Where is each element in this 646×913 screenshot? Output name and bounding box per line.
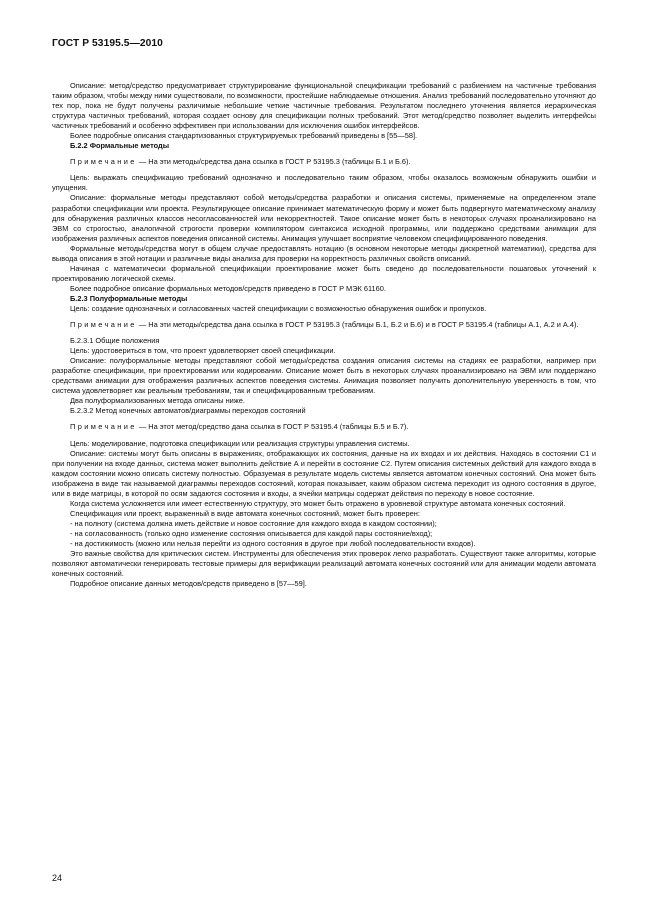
subsection-heading: Б.2.3.1 Общие положения xyxy=(70,336,160,346)
page-number: 24 xyxy=(52,873,63,883)
paragraph: Спецификация или проект, выраженный в виде автомата конечных состояний, может быть проверен: xyxy=(70,508,420,518)
section-heading-b22: Б.2.2 Формальные методы xyxy=(70,141,170,151)
document-body xyxy=(52,81,596,589)
note xyxy=(52,422,596,432)
paragraph: Описание: системы могут быть описаны в выражениях, отображающих их состояния, данные на их входах и их действия. Находясь в состоянии С1 и при получении на входе данных, система может выполнить действие А и перейти в состояние С2. Путем описания системных действий для каждого входа в каждом состоянии можно описать систему полностью. Образуемая в результате модель системы является автоматом конечных состояний. Она может быть изображена в виде так называемой диаграммы переходов состояний, которая показывает, каким образом система переходит из одного состояния в другое, или в виде матрицы, в которой по осям задаются состояния и входы, а ячейки матрицы содержат действия по переходу в новое состояние. xyxy=(52,448,596,498)
section-heading-b23: Б.2.3 Полуформальные методы xyxy=(70,293,188,303)
note-text: — На эти методы/средства дана ссылка в ГОСТ Р 53195.3 (таблицы Б.1, Б.2 и Б.6) и в ГОСТ Р 53195.4 (таблицы А.1, А.2 и А.4). xyxy=(138,320,579,330)
note-text: — На этот метод/средство дана ссылка в ГОСТ Р 53195.4 (таблицы Б.5 и Б.7). xyxy=(138,422,409,432)
paragraph: Цель: удостовериться в том, что проект удовлетворяет своей спецификации. xyxy=(70,346,336,356)
note xyxy=(52,320,596,330)
paragraph: Это важные свойства для критических систем. Инструменты для обеспечения этих проверок легко разработать. Существуют также алгоритмы, которые позволяют автоматически генерировать тестовые примеры для верификации реализаций автомата конечных состояний или для анимации модели автомата конечных состояний. xyxy=(52,549,596,579)
note-label: Примечание xyxy=(70,157,137,167)
note xyxy=(52,157,596,167)
paragraph: Описание: формальные методы представляют собой методы/средства разработки и описания системы, применяемые на определенном этапе разработки спецификации или проекта. Результирующее описание принимает математическую форму и может быть подвергнуто математическому анализу для обнаружения различных классов несогласованностей или некорректностей. Такое описание может быть в некоторых случаях проанализировано на ЭВМ со строгостью, аналогичной строгости проверки компилятором синтаксиса исходной программы, или поддержано средствами анимации для изображения различных аспектов поведения описанной системы. Анимация улучшает восприятие человеком специфицированного поведения. xyxy=(52,193,596,243)
note-text: — На эти методы/средства дана ссылка в ГОСТ Р 53195.3 (таблицы Б.1 и Б.6). xyxy=(138,157,411,167)
paragraph: Цель: моделирование, подготовка спецификации или реализация структуры управления системы. xyxy=(70,438,410,448)
paragraph: Когда система усложняется или имеет естественную структуру, это может быть отражено в уровневой структуре автомата конечных состояний. xyxy=(70,498,566,508)
paragraph: Начиная с математически формальной спецификации проектирование может быть сведено до последовательности пошаговых уточнений к проектированию логической схемы. xyxy=(52,263,596,283)
paragraph: Более подробное описание формальных методов/средств приведено в ГОСТ Р МЭК 61160. xyxy=(70,283,386,293)
document-header: ГОСТ Р 53195.5—2010 xyxy=(52,38,163,49)
paragraph: Более подробные описания стандартизованных структурируемых требований приведены в [55—58]. xyxy=(70,131,418,141)
paragraph: Два полуформализованных метода описаны ниже. xyxy=(70,396,245,406)
subsection-heading: Б.2.3.2 Метод конечных автоматов/диаграммы переходов состояний xyxy=(70,406,306,416)
paragraph: Формальные методы/средства могут в общем случае предоставлять нотацию (в основном некоторые методы дискретной математики), средства для вывода описания в этой нотации и различные виды анализа для проверки на корректность различных свойств описаний. xyxy=(52,243,596,263)
list-item: - на согласованность (только одно изменение состояния описывается для каждой пары состояние/вход); xyxy=(70,528,433,538)
note-label: Примечание xyxy=(70,422,137,432)
note-label: Примечание xyxy=(70,320,137,330)
paragraph: Цель: выражать спецификацию требований однозначно и последовательно таким образом, чтобы оказалось возможным обнаружить ошибки и упущения. xyxy=(52,173,596,193)
paragraph: Цель: создание однозначных и согласованных частей спецификации с возможностью обнаружения ошибок и пропусков. xyxy=(70,303,487,313)
paragraph: Описание: метод/средство предусматривает структурирование функциональной спецификации требований с разбиением на частичные требования таким образом, чтобы между ними существовали, по возможности, простейшие наблюдаемые отношения. Анализ требований последовательно уточняют до тех пор, пока не будут получены различимые небольшие четкие частичные требования. Результатом последнего уточнения является иерархическая структура частичных требований, которая создает основу для спецификации полных требований. Этот метод/средство позволяет выделить интерфейсы частичных требований и особенно эффективен при использовании для исключения ошибок интерфейсов. xyxy=(52,81,596,131)
list-item: - на полноту (система должна иметь действие и новое состояние для каждого входа в каждом состоянии); xyxy=(70,518,437,528)
list-item: - на достижимость (можно или нельзя перейти из одного состояния в другое при любой последовательности входов). xyxy=(70,538,476,548)
paragraph: Подробное описание данных методов/средств приведено в [57—59]. xyxy=(70,579,307,589)
paragraph: Описание: полуформальные методы представляют собой методы/средства создания описания системы на стадиях ее разработки, например при разработке спецификации, при проектировании или кодировании. Описание может быть в некоторых случаях проанализировано на ЭВМ или поддержано средствами анимации для отображения различных аспектов поведения системы. Анимация позволяет получить дополнительную уверенность в том, что система удовлетворяет как реальным требованиям, так и специфицированным требованиям. xyxy=(52,356,596,396)
